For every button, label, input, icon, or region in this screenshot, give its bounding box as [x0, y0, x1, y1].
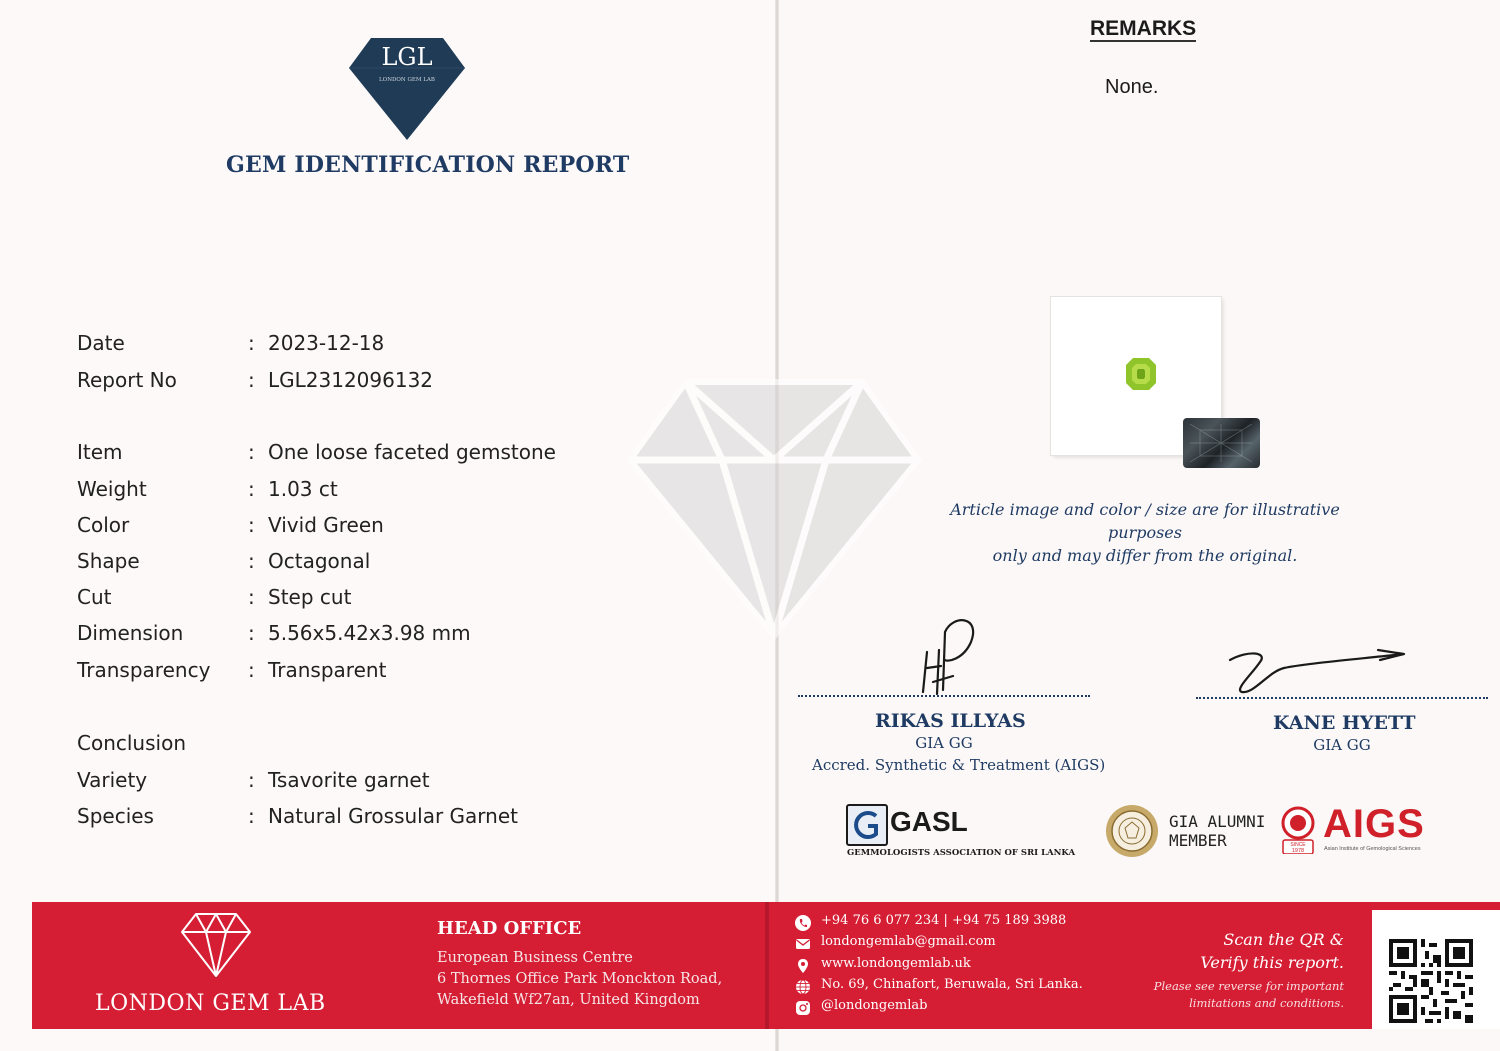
signature-rikas — [905, 612, 985, 696]
logo-subtext: LONDON GEM LAB — [379, 77, 435, 83]
contact-text: @londongemlab — [821, 998, 928, 1013]
field-label: Dimension — [77, 621, 184, 645]
field-value: LGL2312096132 — [268, 368, 434, 392]
hologram-pattern-icon — [1190, 424, 1252, 462]
mail-icon — [795, 936, 811, 952]
aigs-since-label: SINCE — [1290, 842, 1306, 848]
field-value: 5.56x5.42x3.98 mm — [268, 621, 471, 645]
reverse-note — [1140, 978, 1344, 1012]
gemstone-image — [1125, 357, 1157, 391]
field-label: Shape — [77, 549, 140, 573]
globe-icon — [795, 979, 811, 995]
footer-brand: LONDON GEM LAB — [95, 991, 326, 1016]
phone-icon — [795, 915, 811, 931]
field-colon: : — [248, 513, 255, 537]
field-value: One loose faceted gemstone — [268, 440, 556, 464]
field-value: Octagonal — [268, 549, 371, 573]
gia-line-1: GIA ALUMNI — [1169, 812, 1266, 831]
signatory-name: KANE HYETT — [1273, 712, 1416, 734]
gasl-name: GASL — [890, 806, 968, 837]
signature-line — [1196, 697, 1488, 699]
qr-code[interactable] — [1389, 939, 1473, 1023]
field-colon: : — [248, 549, 255, 573]
field-label: Variety — [77, 768, 148, 792]
remarks-title: REMARKS — [1090, 17, 1197, 40]
field-label: Cut — [77, 585, 112, 609]
aigs-seal-icon — [1281, 806, 1315, 854]
field-label: Transparency — [77, 658, 211, 682]
field-value: Transparent — [268, 658, 387, 682]
note-line-1: Please see reverse for important — [1153, 979, 1344, 993]
field-value: 1.03 ct — [268, 477, 338, 501]
signatory-title: GIA GG — [1313, 736, 1371, 754]
scan-line-2: Verify this report. — [1200, 953, 1344, 972]
scan-line-1: Scan the QR & — [1223, 930, 1344, 949]
diamond-logo-icon — [180, 912, 252, 978]
gasl-emblem-icon — [846, 804, 888, 846]
field-label: Report No — [77, 368, 177, 392]
contact-text: No. 69, Chinafort, Beruwala, Sri Lanka. — [821, 977, 1083, 992]
signatory-title: GIA GG — [915, 734, 973, 752]
address-line: Wakefield Wf27an, United Kingdom — [437, 992, 700, 1008]
field-label: Color — [77, 513, 130, 537]
disclaimer-line-1: Article image and color / size are for illustrative purposes — [950, 500, 1340, 542]
field-colon: : — [248, 477, 255, 501]
scan-qr-text — [1160, 928, 1344, 974]
signature-line — [798, 695, 1090, 697]
gia-seal-icon — [1105, 804, 1159, 858]
field-value: 2023-12-18 — [268, 331, 385, 355]
field-label: Date — [77, 331, 125, 355]
field-label: Species — [77, 804, 154, 828]
contact-text: www.londongemlab.uk — [821, 956, 971, 971]
field-colon: : — [248, 658, 255, 682]
social-icon — [795, 1000, 811, 1016]
field-colon: : — [248, 331, 255, 355]
footer-fold — [765, 902, 769, 1029]
aigs-full-name: Asian Institute of Gemological Sciences — [1324, 846, 1421, 852]
aigs-name: AIGS — [1323, 802, 1425, 846]
field-colon: : — [248, 768, 255, 792]
signatory-accreditation: Accred. Synthetic & Treatment (AIGS) — [812, 756, 1106, 774]
field-value: Tsavorite garnet — [268, 768, 430, 792]
signature-kane — [1228, 646, 1408, 698]
field-colon: : — [248, 440, 255, 464]
field-colon: : — [248, 585, 255, 609]
field-label: Item — [77, 440, 123, 464]
gasl-full-name: GEMMOLOGISTS ASSOCIATION OF SRI LANKA — [847, 848, 1076, 858]
location-pin-icon — [795, 958, 811, 974]
field-value: Vivid Green — [268, 513, 384, 537]
field-colon: : — [248, 621, 255, 645]
field-colon: : — [248, 368, 255, 392]
contact-text: +94 76 6 077 234 | +94 75 189 3988 — [821, 913, 1067, 928]
note-line-2: limitations and conditions. — [1189, 996, 1344, 1010]
disclaimer-line-2: only and may differ from the original. — [992, 546, 1298, 565]
field-value: Natural Grossular Garnet — [268, 804, 518, 828]
aigs-logo — [1281, 802, 1451, 856]
gia-alumni-text — [1169, 812, 1265, 850]
field-label: Weight — [77, 477, 147, 501]
field-value: Step cut — [268, 585, 352, 609]
head-office-title: HEAD OFFICE — [437, 918, 582, 939]
diamond-watermark-icon — [626, 378, 922, 640]
gia-alumni-logo — [1105, 804, 1266, 858]
conclusion-heading-text: Conclusion — [77, 731, 186, 755]
address-line: European Business Centre — [437, 950, 633, 966]
address-line: 6 Thornes Office Park Monckton Road, — [437, 971, 723, 987]
remarks-text: None. — [1105, 76, 1159, 98]
contact-text: londongemlab@gmail.com — [821, 934, 996, 949]
aigs-since-year: 1978 — [1291, 848, 1305, 854]
logo-text: LGL — [381, 43, 433, 71]
field-colon: : — [248, 804, 255, 828]
gasl-logo — [846, 804, 1076, 862]
gia-line-2: MEMBER — [1169, 831, 1227, 850]
signatory-name: RIKAS ILLYAS — [875, 710, 1026, 732]
image-disclaimer — [925, 498, 1365, 567]
lgl-logo — [349, 36, 465, 140]
report-title: GEM IDENTIFICATION REPORT — [226, 152, 630, 178]
